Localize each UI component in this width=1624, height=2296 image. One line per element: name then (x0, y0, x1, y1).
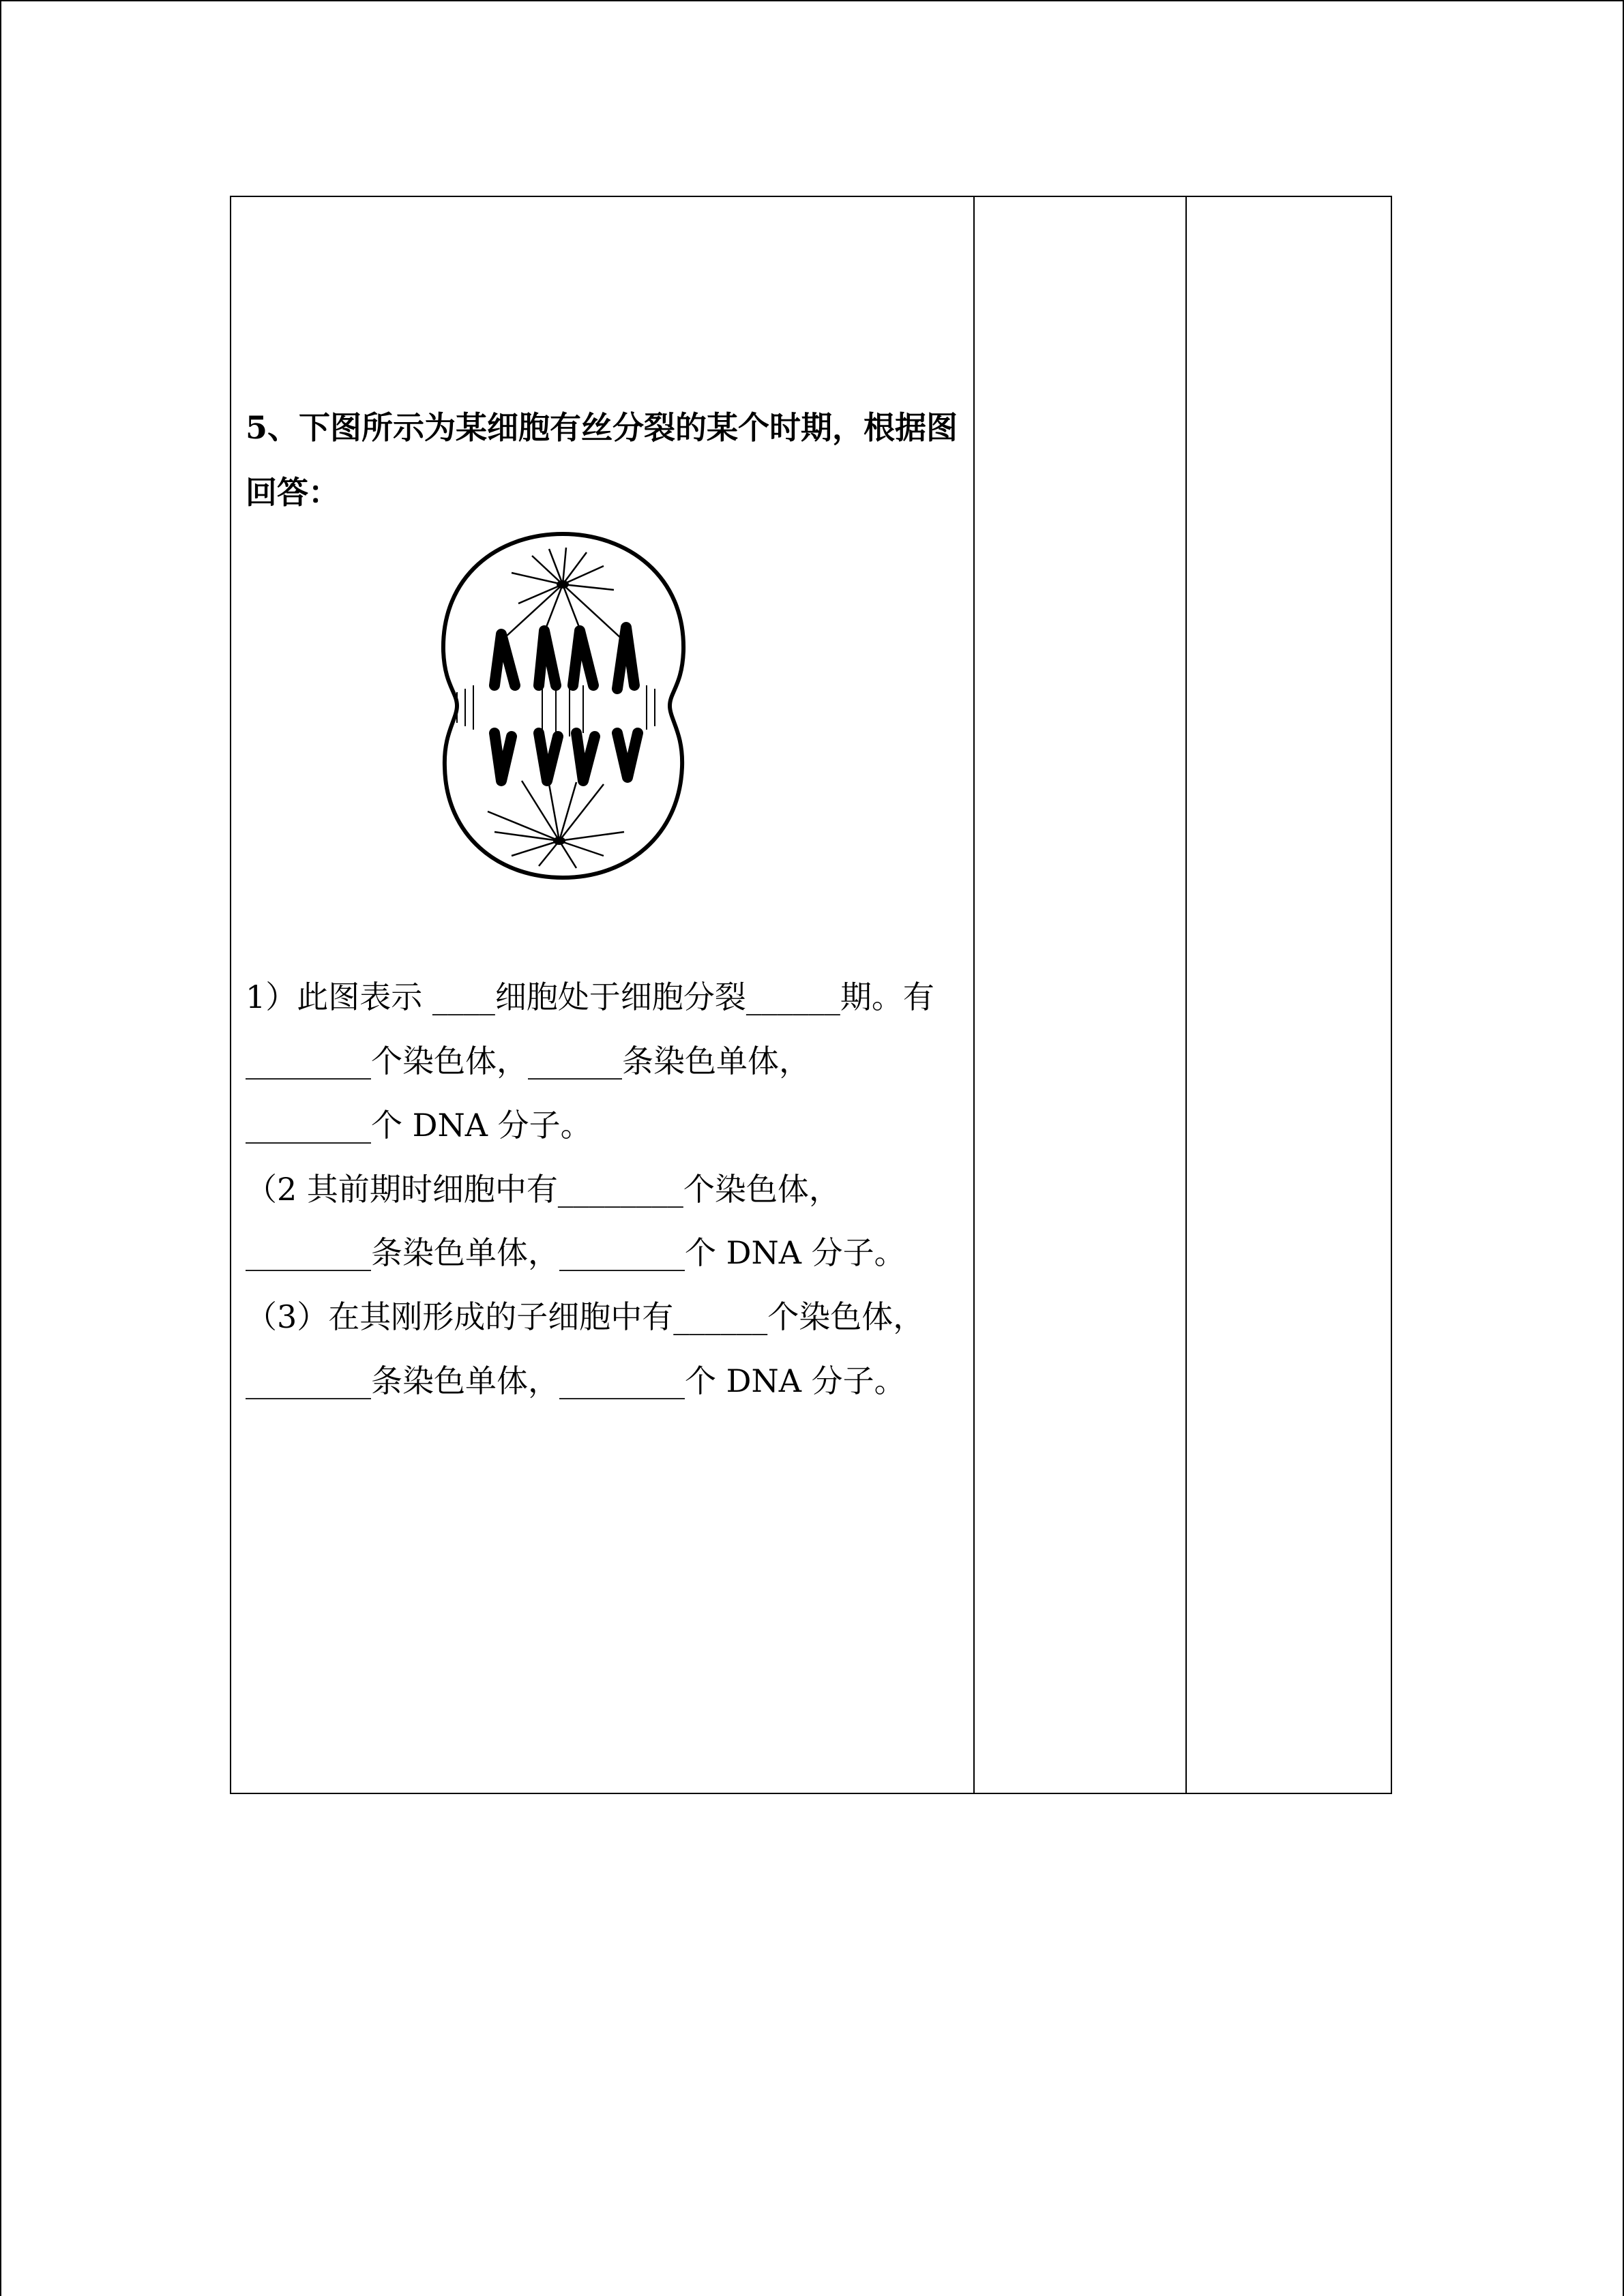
table-column-divider (973, 196, 975, 1794)
question-title: 5、下图所示为某细胞有丝分裂的某个时期，根据图回答： (246, 409, 958, 511)
mitosis-anaphase-cell-icon (430, 528, 696, 883)
answer-line-5: ________条染色单体，________个 DNA 分子。 (246, 1234, 906, 1271)
table-column-divider (1185, 196, 1187, 1794)
answer-line-6: （3）在其刚形成的子细胞中有______个染色体， (246, 1298, 925, 1335)
answer-line-2: ________个染色体，______条染色单体， (246, 1043, 810, 1079)
answer-line-7: ________条染色单体，________个 DNA 分子。 (246, 1362, 906, 1399)
mitosis-cell-figure (430, 528, 696, 883)
page-border (0, 0, 1, 2296)
answer-line-4: （2 其前期时细胞中有________个染色体， (246, 1171, 840, 1208)
answer-line-3: ________个 DNA 分子。 (246, 1107, 592, 1144)
answer-line-1: 1）此图表示 ____细胞处于细胞分裂______期。有 (246, 979, 934, 1015)
page-border (0, 0, 1624, 1)
